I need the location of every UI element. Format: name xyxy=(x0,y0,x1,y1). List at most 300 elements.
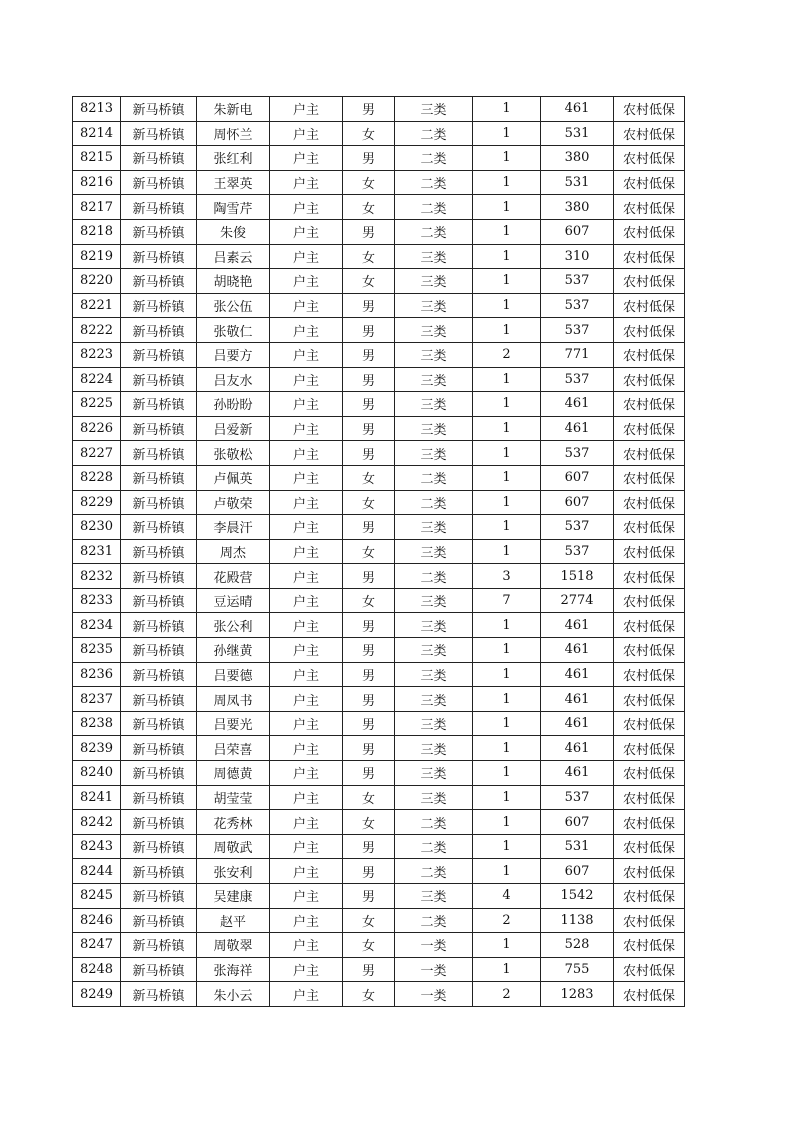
amount-cell: 755 xyxy=(541,957,614,982)
town-cell: 新马桥镇 xyxy=(121,146,197,171)
category-cell: 三类 xyxy=(395,736,473,761)
name-cell: 张公伍 xyxy=(197,293,270,318)
town-cell: 新马桥镇 xyxy=(121,416,197,441)
category-cell: 一类 xyxy=(395,957,473,982)
count-cell: 1 xyxy=(473,121,541,146)
id-cell: 8240 xyxy=(73,761,121,786)
category-cell: 二类 xyxy=(395,810,473,835)
count-cell: 1 xyxy=(473,318,541,343)
count-cell: 2 xyxy=(473,908,541,933)
town-cell: 新马桥镇 xyxy=(121,170,197,195)
amount-cell: 537 xyxy=(541,515,614,540)
amount-cell: 1542 xyxy=(541,884,614,909)
type-cell: 农村低保 xyxy=(614,515,685,540)
category-cell: 二类 xyxy=(395,146,473,171)
town-cell: 新马桥镇 xyxy=(121,638,197,663)
table-row xyxy=(73,638,685,663)
type-cell: 农村低保 xyxy=(614,662,685,687)
type-cell: 农村低保 xyxy=(614,170,685,195)
table-row xyxy=(73,564,685,589)
category-cell: 一类 xyxy=(395,933,473,958)
name-cell: 吕要方 xyxy=(197,342,270,367)
gender-cell: 女 xyxy=(343,121,395,146)
id-cell: 8224 xyxy=(73,367,121,392)
id-cell: 8214 xyxy=(73,121,121,146)
amount-cell: 461 xyxy=(541,416,614,441)
count-cell: 1 xyxy=(473,933,541,958)
town-cell: 新马桥镇 xyxy=(121,244,197,269)
gender-cell: 男 xyxy=(343,515,395,540)
category-cell: 三类 xyxy=(395,244,473,269)
table-row xyxy=(73,662,685,687)
type-cell: 农村低保 xyxy=(614,982,685,1007)
amount-cell: 531 xyxy=(541,834,614,859)
count-cell: 3 xyxy=(473,564,541,589)
id-cell: 8243 xyxy=(73,834,121,859)
role-cell: 户主 xyxy=(270,170,343,195)
gender-cell: 女 xyxy=(343,490,395,515)
table-row xyxy=(73,539,685,564)
town-cell: 新马桥镇 xyxy=(121,834,197,859)
id-cell: 8235 xyxy=(73,638,121,663)
role-cell: 户主 xyxy=(270,982,343,1007)
role-cell: 户主 xyxy=(270,564,343,589)
role-cell: 户主 xyxy=(270,293,343,318)
category-cell: 三类 xyxy=(395,392,473,417)
count-cell: 1 xyxy=(473,97,541,122)
category-cell: 二类 xyxy=(395,564,473,589)
table-row xyxy=(73,834,685,859)
name-cell: 花殿营 xyxy=(197,564,270,589)
gender-cell: 女 xyxy=(343,244,395,269)
category-cell: 三类 xyxy=(395,687,473,712)
type-cell: 农村低保 xyxy=(614,613,685,638)
type-cell: 农村低保 xyxy=(614,441,685,466)
amount-cell: 531 xyxy=(541,121,614,146)
town-cell: 新马桥镇 xyxy=(121,97,197,122)
town-cell: 新马桥镇 xyxy=(121,515,197,540)
role-cell: 户主 xyxy=(270,761,343,786)
record-table xyxy=(72,96,685,1007)
type-cell: 农村低保 xyxy=(614,392,685,417)
town-cell: 新马桥镇 xyxy=(121,318,197,343)
id-cell: 8237 xyxy=(73,687,121,712)
gender-cell: 男 xyxy=(343,392,395,417)
role-cell: 户主 xyxy=(270,834,343,859)
name-cell: 吕要光 xyxy=(197,711,270,736)
type-cell: 农村低保 xyxy=(614,244,685,269)
gender-cell: 男 xyxy=(343,318,395,343)
id-cell: 8220 xyxy=(73,269,121,294)
name-cell: 吕友水 xyxy=(197,367,270,392)
id-cell: 8223 xyxy=(73,342,121,367)
count-cell: 1 xyxy=(473,293,541,318)
name-cell: 李晨汗 xyxy=(197,515,270,540)
type-cell: 农村低保 xyxy=(614,564,685,589)
id-cell: 8226 xyxy=(73,416,121,441)
role-cell: 户主 xyxy=(270,810,343,835)
id-cell: 8222 xyxy=(73,318,121,343)
id-cell: 8217 xyxy=(73,195,121,220)
role-cell: 户主 xyxy=(270,884,343,909)
amount-cell: 537 xyxy=(541,441,614,466)
town-cell: 新马桥镇 xyxy=(121,465,197,490)
role-cell: 户主 xyxy=(270,638,343,663)
table-row xyxy=(73,97,685,122)
town-cell: 新马桥镇 xyxy=(121,908,197,933)
count-cell: 1 xyxy=(473,219,541,244)
role-cell: 户主 xyxy=(270,219,343,244)
role-cell: 户主 xyxy=(270,859,343,884)
type-cell: 农村低保 xyxy=(614,834,685,859)
type-cell: 农村低保 xyxy=(614,146,685,171)
type-cell: 农村低保 xyxy=(614,736,685,761)
town-cell: 新马桥镇 xyxy=(121,982,197,1007)
name-cell: 吴建康 xyxy=(197,884,270,909)
name-cell: 卢佩英 xyxy=(197,465,270,490)
id-cell: 8234 xyxy=(73,613,121,638)
count-cell: 1 xyxy=(473,269,541,294)
id-cell: 8219 xyxy=(73,244,121,269)
table-row xyxy=(73,121,685,146)
name-cell: 张红利 xyxy=(197,146,270,171)
gender-cell: 男 xyxy=(343,687,395,712)
town-cell: 新马桥镇 xyxy=(121,195,197,220)
id-cell: 8244 xyxy=(73,859,121,884)
table-row xyxy=(73,195,685,220)
type-cell: 农村低保 xyxy=(614,490,685,515)
count-cell: 1 xyxy=(473,146,541,171)
id-cell: 8242 xyxy=(73,810,121,835)
role-cell: 户主 xyxy=(270,392,343,417)
gender-cell: 男 xyxy=(343,367,395,392)
table-body xyxy=(73,97,685,1007)
role-cell: 户主 xyxy=(270,736,343,761)
role-cell: 户主 xyxy=(270,441,343,466)
id-cell: 8213 xyxy=(73,97,121,122)
town-cell: 新马桥镇 xyxy=(121,588,197,613)
category-cell: 二类 xyxy=(395,219,473,244)
type-cell: 农村低保 xyxy=(614,638,685,663)
amount-cell: 607 xyxy=(541,859,614,884)
id-cell: 8236 xyxy=(73,662,121,687)
gender-cell: 男 xyxy=(343,416,395,441)
town-cell: 新马桥镇 xyxy=(121,564,197,589)
category-cell: 三类 xyxy=(395,638,473,663)
name-cell: 胡晓艳 xyxy=(197,269,270,294)
name-cell: 周敬武 xyxy=(197,834,270,859)
category-cell: 三类 xyxy=(395,441,473,466)
category-cell: 二类 xyxy=(395,834,473,859)
type-cell: 农村低保 xyxy=(614,269,685,294)
count-cell: 1 xyxy=(473,441,541,466)
table-row xyxy=(73,392,685,417)
table-row xyxy=(73,736,685,761)
count-cell: 1 xyxy=(473,957,541,982)
type-cell: 农村低保 xyxy=(614,367,685,392)
gender-cell: 男 xyxy=(343,293,395,318)
amount-cell: 461 xyxy=(541,613,614,638)
amount-cell: 607 xyxy=(541,219,614,244)
category-cell: 三类 xyxy=(395,884,473,909)
count-cell: 1 xyxy=(473,367,541,392)
role-cell: 户主 xyxy=(270,490,343,515)
category-cell: 三类 xyxy=(395,785,473,810)
type-cell: 农村低保 xyxy=(614,539,685,564)
town-cell: 新马桥镇 xyxy=(121,269,197,294)
table-row xyxy=(73,170,685,195)
amount-cell: 461 xyxy=(541,761,614,786)
name-cell: 张海祥 xyxy=(197,957,270,982)
type-cell: 农村低保 xyxy=(614,219,685,244)
type-cell: 农村低保 xyxy=(614,195,685,220)
id-cell: 8228 xyxy=(73,465,121,490)
type-cell: 农村低保 xyxy=(614,588,685,613)
category-cell: 二类 xyxy=(395,195,473,220)
role-cell: 户主 xyxy=(270,416,343,441)
table-row xyxy=(73,613,685,638)
gender-cell: 男 xyxy=(343,97,395,122)
table-row xyxy=(73,810,685,835)
table-row xyxy=(73,490,685,515)
type-cell: 农村低保 xyxy=(614,711,685,736)
category-cell: 二类 xyxy=(395,859,473,884)
name-cell: 周怀兰 xyxy=(197,121,270,146)
table-row xyxy=(73,884,685,909)
count-cell: 1 xyxy=(473,465,541,490)
name-cell: 张公利 xyxy=(197,613,270,638)
gender-cell: 女 xyxy=(343,539,395,564)
name-cell: 赵平 xyxy=(197,908,270,933)
name-cell: 张敬松 xyxy=(197,441,270,466)
type-cell: 农村低保 xyxy=(614,293,685,318)
name-cell: 张安利 xyxy=(197,859,270,884)
count-cell: 2 xyxy=(473,982,541,1007)
gender-cell: 女 xyxy=(343,785,395,810)
type-cell: 农村低保 xyxy=(614,761,685,786)
id-cell: 8225 xyxy=(73,392,121,417)
type-cell: 农村低保 xyxy=(614,687,685,712)
amount-cell: 380 xyxy=(541,146,614,171)
count-cell: 4 xyxy=(473,884,541,909)
name-cell: 吕爱新 xyxy=(197,416,270,441)
category-cell: 二类 xyxy=(395,465,473,490)
amount-cell: 537 xyxy=(541,539,614,564)
id-cell: 8216 xyxy=(73,170,121,195)
amount-cell: 461 xyxy=(541,392,614,417)
id-cell: 8247 xyxy=(73,933,121,958)
count-cell: 1 xyxy=(473,490,541,515)
table-row xyxy=(73,367,685,392)
gender-cell: 男 xyxy=(343,884,395,909)
role-cell: 户主 xyxy=(270,908,343,933)
count-cell: 1 xyxy=(473,416,541,441)
id-cell: 8239 xyxy=(73,736,121,761)
id-cell: 8227 xyxy=(73,441,121,466)
role-cell: 户主 xyxy=(270,957,343,982)
amount-cell: 461 xyxy=(541,638,614,663)
amount-cell: 2774 xyxy=(541,588,614,613)
table-row xyxy=(73,785,685,810)
amount-cell: 1138 xyxy=(541,908,614,933)
id-cell: 8231 xyxy=(73,539,121,564)
role-cell: 户主 xyxy=(270,588,343,613)
table-row xyxy=(73,293,685,318)
count-cell: 7 xyxy=(473,588,541,613)
gender-cell: 女 xyxy=(343,982,395,1007)
town-cell: 新马桥镇 xyxy=(121,293,197,318)
gender-cell: 男 xyxy=(343,342,395,367)
category-cell: 三类 xyxy=(395,515,473,540)
category-cell: 三类 xyxy=(395,662,473,687)
gender-cell: 男 xyxy=(343,736,395,761)
category-cell: 三类 xyxy=(395,342,473,367)
amount-cell: 461 xyxy=(541,97,614,122)
category-cell: 三类 xyxy=(395,761,473,786)
gender-cell: 男 xyxy=(343,613,395,638)
amount-cell: 1283 xyxy=(541,982,614,1007)
name-cell: 周敬翠 xyxy=(197,933,270,958)
id-cell: 8215 xyxy=(73,146,121,171)
count-cell: 1 xyxy=(473,736,541,761)
category-cell: 三类 xyxy=(395,367,473,392)
name-cell: 吕荣喜 xyxy=(197,736,270,761)
table-row xyxy=(73,465,685,490)
town-cell: 新马桥镇 xyxy=(121,662,197,687)
role-cell: 户主 xyxy=(270,539,343,564)
name-cell: 朱俊 xyxy=(197,219,270,244)
count-cell: 1 xyxy=(473,195,541,220)
category-cell: 二类 xyxy=(395,908,473,933)
amount-cell: 607 xyxy=(541,490,614,515)
name-cell: 孙盼盼 xyxy=(197,392,270,417)
table-row xyxy=(73,982,685,1007)
type-cell: 农村低保 xyxy=(614,810,685,835)
town-cell: 新马桥镇 xyxy=(121,490,197,515)
category-cell: 三类 xyxy=(395,416,473,441)
category-cell: 二类 xyxy=(395,170,473,195)
table-row xyxy=(73,146,685,171)
gender-cell: 女 xyxy=(343,170,395,195)
count-cell: 1 xyxy=(473,392,541,417)
count-cell: 2 xyxy=(473,342,541,367)
table-row xyxy=(73,859,685,884)
table-row xyxy=(73,416,685,441)
id-cell: 8238 xyxy=(73,711,121,736)
id-cell: 8221 xyxy=(73,293,121,318)
table-row xyxy=(73,515,685,540)
count-cell: 1 xyxy=(473,662,541,687)
amount-cell: 380 xyxy=(541,195,614,220)
role-cell: 户主 xyxy=(270,342,343,367)
town-cell: 新马桥镇 xyxy=(121,613,197,638)
category-cell: 二类 xyxy=(395,490,473,515)
count-cell: 1 xyxy=(473,834,541,859)
amount-cell: 461 xyxy=(541,736,614,761)
gender-cell: 男 xyxy=(343,834,395,859)
amount-cell: 537 xyxy=(541,318,614,343)
category-cell: 三类 xyxy=(395,269,473,294)
amount-cell: 310 xyxy=(541,244,614,269)
amount-cell: 537 xyxy=(541,293,614,318)
type-cell: 农村低保 xyxy=(614,957,685,982)
table-row xyxy=(73,687,685,712)
count-cell: 1 xyxy=(473,244,541,269)
category-cell: 三类 xyxy=(395,539,473,564)
town-cell: 新马桥镇 xyxy=(121,859,197,884)
id-cell: 8246 xyxy=(73,908,121,933)
table-row xyxy=(73,219,685,244)
amount-cell: 461 xyxy=(541,711,614,736)
type-cell: 农村低保 xyxy=(614,785,685,810)
type-cell: 农村低保 xyxy=(614,933,685,958)
town-cell: 新马桥镇 xyxy=(121,121,197,146)
amount-cell: 607 xyxy=(541,465,614,490)
gender-cell: 男 xyxy=(343,564,395,589)
role-cell: 户主 xyxy=(270,269,343,294)
type-cell: 农村低保 xyxy=(614,121,685,146)
town-cell: 新马桥镇 xyxy=(121,957,197,982)
category-cell: 三类 xyxy=(395,711,473,736)
amount-cell: 1518 xyxy=(541,564,614,589)
id-cell: 8241 xyxy=(73,785,121,810)
count-cell: 1 xyxy=(473,687,541,712)
gender-cell: 男 xyxy=(343,662,395,687)
gender-cell: 男 xyxy=(343,957,395,982)
town-cell: 新马桥镇 xyxy=(121,884,197,909)
role-cell: 户主 xyxy=(270,515,343,540)
id-cell: 8245 xyxy=(73,884,121,909)
id-cell: 8230 xyxy=(73,515,121,540)
type-cell: 农村低保 xyxy=(614,465,685,490)
type-cell: 农村低保 xyxy=(614,342,685,367)
table-row xyxy=(73,933,685,958)
town-cell: 新马桥镇 xyxy=(121,810,197,835)
type-cell: 农村低保 xyxy=(614,884,685,909)
amount-cell: 537 xyxy=(541,269,614,294)
table-row xyxy=(73,244,685,269)
role-cell: 户主 xyxy=(270,687,343,712)
count-cell: 1 xyxy=(473,539,541,564)
gender-cell: 男 xyxy=(343,711,395,736)
id-cell: 8233 xyxy=(73,588,121,613)
gender-cell: 女 xyxy=(343,933,395,958)
category-cell: 三类 xyxy=(395,613,473,638)
table-row xyxy=(73,761,685,786)
name-cell: 周凤书 xyxy=(197,687,270,712)
category-cell: 二类 xyxy=(395,121,473,146)
name-cell: 卢敬荣 xyxy=(197,490,270,515)
amount-cell: 537 xyxy=(541,367,614,392)
name-cell: 陶雪芹 xyxy=(197,195,270,220)
gender-cell: 女 xyxy=(343,908,395,933)
town-cell: 新马桥镇 xyxy=(121,711,197,736)
name-cell: 吕素云 xyxy=(197,244,270,269)
role-cell: 户主 xyxy=(270,318,343,343)
name-cell: 孙继黄 xyxy=(197,638,270,663)
town-cell: 新马桥镇 xyxy=(121,367,197,392)
type-cell: 农村低保 xyxy=(614,859,685,884)
name-cell: 张敬仁 xyxy=(197,318,270,343)
amount-cell: 607 xyxy=(541,810,614,835)
table-row xyxy=(73,318,685,343)
gender-cell: 女 xyxy=(343,195,395,220)
town-cell: 新马桥镇 xyxy=(121,687,197,712)
category-cell: 三类 xyxy=(395,293,473,318)
town-cell: 新马桥镇 xyxy=(121,441,197,466)
amount-cell: 531 xyxy=(541,170,614,195)
count-cell: 1 xyxy=(473,785,541,810)
